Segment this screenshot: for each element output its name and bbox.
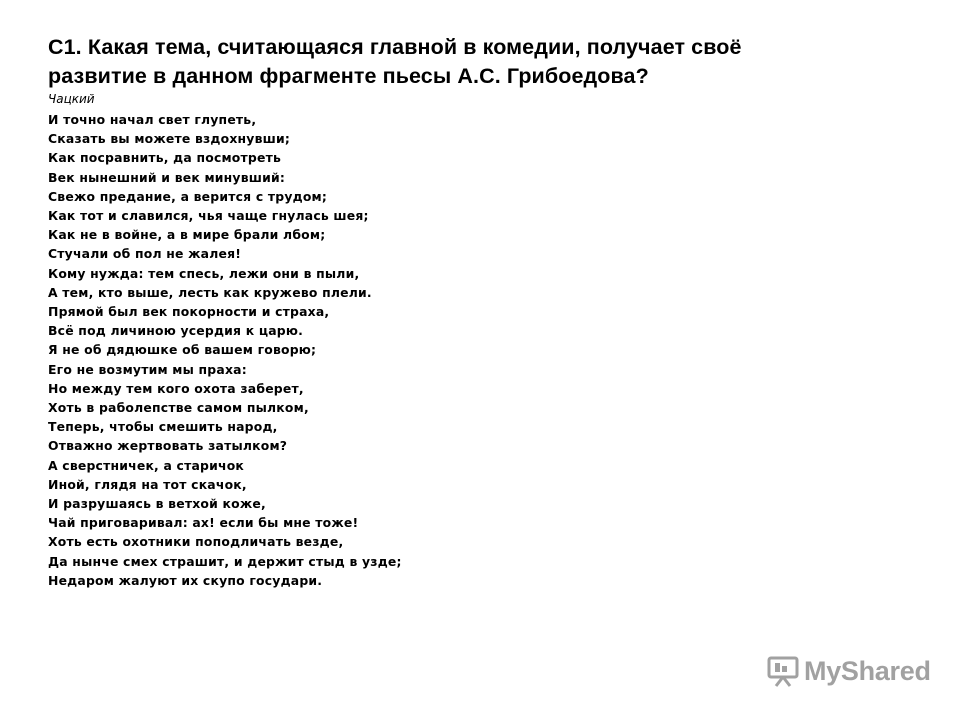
verse-line: Как посравнить, да посмотреть [48, 150, 281, 166]
question-heading [48, 33, 928, 91]
verse-line: Всё под личиною усердия к царю. [48, 323, 304, 339]
verse-line: Недаром жалуют их скупо государи. [48, 572, 323, 588]
verse-block [48, 110, 928, 590]
verse-line: Хоть есть охотники поподличать везде, [48, 534, 344, 550]
verse-line: Сказать вы можете вздохнувши; [48, 131, 291, 147]
slide-content [48, 33, 928, 590]
speaker-name: Чацкий [48, 92, 95, 106]
verse-line: Его не возмутим мы праха: [48, 361, 247, 377]
verse-line: Свежо предание, а верится с трудом; [48, 188, 328, 204]
verse-line: Кому нужда: тем спесь, лежи они в пыли, [48, 265, 360, 281]
verse-line: Теперь, чтобы смешить народ, [48, 419, 278, 435]
verse-line: Хоть в раболепстве самом пылком, [48, 400, 309, 416]
presentation-screen-icon [766, 654, 800, 688]
verse-line: Но между тем кого охота заберет, [48, 380, 304, 396]
verse-line: Я не об дядюшке об вашем говорю; [48, 342, 317, 358]
verse-line: Прямой был век покорности и страха, [48, 304, 330, 320]
verse-line: Как не в войне, а в мире брали лбом; [48, 227, 326, 243]
watermark-text: MyShared [804, 655, 931, 686]
verse-line: И точно начал свет глупеть, [48, 112, 257, 127]
verse-line: Век нынешний и век минувший: [48, 169, 286, 185]
verse-line: Чай приговаривал: ах! если бы мне тоже! [48, 515, 359, 531]
verse-line: Как тот и славился, чья чаще гнулась шея; [48, 208, 369, 224]
verse-line: А сверстничек, а старичок [48, 457, 245, 473]
verse-line: Да нынче смех страшит, и держит стыд в узде; [48, 553, 402, 569]
verse-line: Отважно жертвовать затылком? [48, 438, 288, 454]
question-line-2: развитие в данном фрагменте пьесы А.С. Грибоедова? [48, 64, 649, 88]
verse-line: Стучали об пол не жалея! [48, 246, 242, 262]
watermark-logo [766, 654, 931, 688]
verse-line: А тем, кто выше, лесть как кружево плели. [48, 284, 372, 300]
verse-line: И разрушаясь в ветхой коже, [48, 496, 266, 512]
verse-line: Иной, глядя на тот скачок, [48, 476, 247, 492]
question-line-1: С1. Какая тема, считающаяся главной в комедии, получает своё [48, 35, 742, 59]
